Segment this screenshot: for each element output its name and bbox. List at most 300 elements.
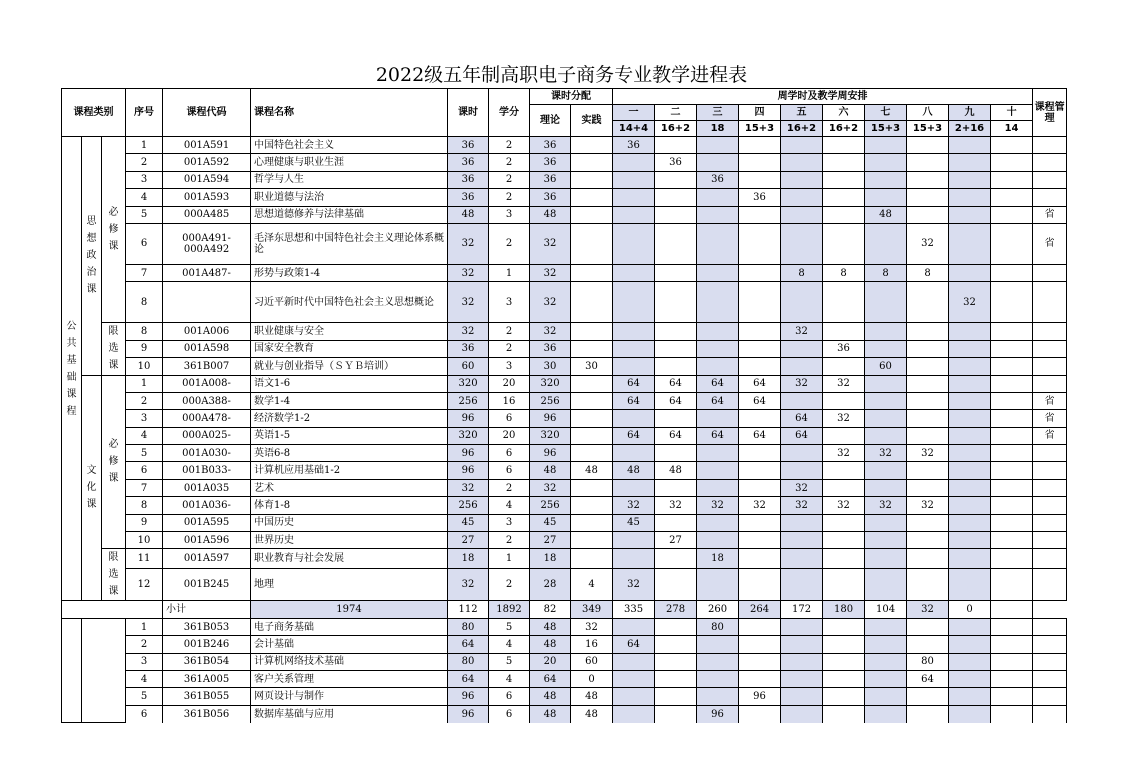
row-credit: 2 [489, 154, 530, 171]
row-semester-4 [739, 549, 781, 568]
row-semester-9 [949, 653, 991, 670]
row-manage: 省 [1033, 223, 1067, 264]
row-hours: 256 [448, 497, 489, 514]
row-semester-2 [655, 514, 697, 531]
row-semester-2 [655, 445, 697, 462]
row-name: 英语6-8 [251, 445, 448, 462]
row-semester-9 [949, 479, 991, 496]
row-semester-6: 172 [781, 601, 823, 618]
group-elective-culture-label: 限选课 [108, 552, 119, 598]
row-manage [1033, 670, 1067, 687]
row-semester-1: 64 [613, 392, 655, 409]
row-name: 客户关系管理 [251, 670, 448, 687]
table-row [62, 410, 1067, 427]
row-semester-1 [613, 479, 655, 496]
row-semester-1 [613, 532, 655, 549]
row-semester-3 [697, 223, 739, 264]
row-seq: 5 [126, 688, 163, 705]
header-weeks-2: 16+2 [655, 121, 697, 137]
row-semester-8: 32 [907, 445, 949, 462]
row-code: 001A593 [163, 189, 251, 206]
row-practice [571, 264, 613, 281]
row-manage: 省 [1033, 206, 1067, 223]
row-semester-5 [781, 670, 823, 687]
row-semester-6 [823, 618, 865, 635]
row-semester-4 [739, 154, 781, 171]
row-semester-7 [865, 636, 907, 653]
row-semester-2: 27 [655, 532, 697, 549]
row-semester-7 [865, 427, 907, 444]
row-seq: 6 [126, 223, 163, 264]
row-semester-6 [823, 189, 865, 206]
row-semester-5 [781, 532, 823, 549]
row-practice [571, 427, 613, 444]
row-semester-4: 36 [739, 189, 781, 206]
row-semester-3 [697, 323, 739, 340]
row-semester-8 [907, 479, 949, 496]
row-semester-8 [907, 137, 949, 154]
row-semester-9 [949, 618, 991, 635]
row-seq: 1 [126, 137, 163, 154]
row-code: 001A596 [163, 532, 251, 549]
header-semester-4: 四 [739, 105, 781, 121]
row-theory: 256 [530, 392, 571, 409]
row-semester-6 [823, 462, 865, 479]
row-semester-2 [655, 137, 697, 154]
row-practice [571, 532, 613, 549]
row-theory: 320 [530, 375, 571, 392]
row-credit: 6 [489, 688, 530, 705]
row-theory: 36 [530, 189, 571, 206]
row-practice [571, 154, 613, 171]
row-semester-1: 349 [571, 601, 613, 618]
row-semester-8 [907, 282, 949, 323]
row-code: 000A491-000A492 [163, 223, 251, 264]
row-semester-5 [781, 653, 823, 670]
row-semester-3 [697, 462, 739, 479]
row-code: 001A591 [163, 137, 251, 154]
subtotal-label: 小计 [163, 601, 251, 618]
row-hours: 36 [448, 154, 489, 171]
row-hours: 96 [448, 445, 489, 462]
row-theory: 36 [530, 340, 571, 357]
table-row [62, 223, 1067, 264]
row-code: 001A595 [163, 514, 251, 531]
row-semester-7 [865, 137, 907, 154]
table-row [62, 282, 1067, 323]
row-name: 国家安全教育 [251, 340, 448, 357]
row-name: 经济数学1-2 [251, 410, 448, 427]
row-semester-8 [907, 688, 949, 705]
row-semester-9 [949, 549, 991, 568]
row-seq: 8 [126, 497, 163, 514]
header-category: 课程类别 [62, 89, 126, 137]
row-semester-10 [991, 264, 1033, 281]
row-semester-1 [613, 445, 655, 462]
row-semester-8 [907, 358, 949, 375]
row-semester-7 [865, 154, 907, 171]
row-theory: 48 [530, 636, 571, 653]
row-semester-9 [949, 137, 991, 154]
row-manage [1033, 358, 1067, 375]
row-semester-6 [823, 154, 865, 171]
table-row [62, 479, 1067, 496]
row-theory: 320 [530, 427, 571, 444]
row-semester-6 [823, 427, 865, 444]
row-semester-2 [655, 206, 697, 223]
row-semester-8: 80 [907, 653, 949, 670]
row-semester-1 [613, 549, 655, 568]
row-semester-8: 32 [907, 497, 949, 514]
row-hours: 32 [448, 568, 489, 601]
row-semester-8: 104 [865, 601, 907, 618]
row-seq: 7 [126, 479, 163, 496]
row-manage [1033, 189, 1067, 206]
row-semester-9 [949, 223, 991, 264]
row-semester-1 [613, 618, 655, 635]
row-semester-6 [823, 137, 865, 154]
row-theory: 48 [530, 618, 571, 635]
row-code: 361A005 [163, 670, 251, 687]
row-semester-10 [991, 358, 1033, 375]
row-hours: 36 [448, 137, 489, 154]
row-manage [1033, 137, 1067, 154]
row-credit: 112 [448, 601, 489, 618]
row-semester-2 [655, 410, 697, 427]
row-semester-8 [907, 532, 949, 549]
row-code: 001A030- [163, 445, 251, 462]
row-semester-9 [949, 532, 991, 549]
row-semester-6 [823, 323, 865, 340]
row-seq: 3 [126, 653, 163, 670]
row-semester-4: 260 [697, 601, 739, 618]
row-semester-9 [949, 514, 991, 531]
teaching-plan-table [61, 88, 1067, 723]
row-code: 361B056 [163, 705, 251, 722]
row-practice [571, 375, 613, 392]
row-credit: 3 [489, 206, 530, 223]
row-semester-1 [613, 705, 655, 722]
row-credit: 2 [489, 340, 530, 357]
row-practice [571, 497, 613, 514]
row-semester-2 [655, 264, 697, 281]
row-semester-3: 64 [697, 392, 739, 409]
row-semester-8 [907, 549, 949, 568]
row-semester-10 [991, 323, 1033, 340]
row-seq: 9 [126, 340, 163, 357]
row-code: 000A025- [163, 427, 251, 444]
row-manage [1033, 479, 1067, 496]
row-semester-6: 32 [823, 410, 865, 427]
header-semester-2: 二 [655, 105, 697, 121]
row-credit: 3 [489, 282, 530, 323]
header-semester-3: 三 [697, 105, 739, 121]
row-semester-3 [697, 568, 739, 601]
row-semester-7: 32 [865, 497, 907, 514]
row-credit: 3 [489, 358, 530, 375]
group-culture [82, 375, 102, 601]
row-theory: 48 [530, 206, 571, 223]
row-credit: 4 [489, 636, 530, 653]
row-code: 001A008- [163, 375, 251, 392]
row-semester-9 [949, 670, 991, 687]
row-semester-10 [991, 497, 1033, 514]
row-semester-2: 335 [613, 601, 655, 618]
row-semester-3 [697, 514, 739, 531]
row-hours: 64 [448, 636, 489, 653]
row-semester-10 [991, 445, 1033, 462]
row-semester-1: 48 [613, 462, 655, 479]
row-manage [1033, 323, 1067, 340]
row-seq: 2 [126, 154, 163, 171]
row-practice [571, 137, 613, 154]
row-semester-5 [781, 568, 823, 601]
table-row [62, 189, 1067, 206]
row-name: 地理 [251, 568, 448, 601]
row-seq: 3 [126, 410, 163, 427]
row-semester-7 [865, 705, 907, 722]
row-semester-7 [865, 189, 907, 206]
row-semester-9: 32 [949, 282, 991, 323]
row-semester-3: 32 [697, 497, 739, 514]
row-manage [1033, 653, 1067, 670]
header-weeks-8: 15+3 [907, 121, 949, 137]
row-hours: 32 [448, 223, 489, 264]
row-semester-3 [697, 479, 739, 496]
row-semester-6 [823, 688, 865, 705]
row-semester-1 [613, 282, 655, 323]
row-name: 中国特色社会主义 [251, 137, 448, 154]
row-semester-3 [697, 340, 739, 357]
header-weeks-1: 14+4 [613, 121, 655, 137]
row-semester-2 [655, 282, 697, 323]
table-row [62, 532, 1067, 549]
row-seq: 9 [126, 514, 163, 531]
header-weeks-4: 15+3 [739, 121, 781, 137]
row-hours: 36 [448, 189, 489, 206]
row-theory: 48 [530, 705, 571, 722]
row-semester-10 [991, 427, 1033, 444]
row-semester-5 [781, 340, 823, 357]
row-hours: 96 [448, 688, 489, 705]
row-semester-6: 32 [823, 497, 865, 514]
header-name: 课程名称 [251, 89, 448, 137]
row-hours: 32 [448, 264, 489, 281]
row-theory: 64 [530, 670, 571, 687]
group-elective-political [102, 323, 126, 375]
row-manage [1033, 264, 1067, 281]
row-semester-7: 48 [865, 206, 907, 223]
subtotal-pad [62, 601, 163, 618]
row-semester-6 [823, 653, 865, 670]
row-hours: 80 [448, 653, 489, 670]
row-semester-9 [949, 410, 991, 427]
row-semester-7 [865, 340, 907, 357]
row-seq: 2 [126, 392, 163, 409]
row-semester-5 [781, 514, 823, 531]
row-practice [571, 189, 613, 206]
row-semester-9 [949, 427, 991, 444]
row-practice: 48 [571, 688, 613, 705]
row-semester-6 [823, 514, 865, 531]
row-code: 001A006 [163, 323, 251, 340]
row-semester-5 [781, 549, 823, 568]
row-semester-10 [991, 670, 1033, 687]
group-public [62, 137, 82, 601]
row-semester-8: 32 [907, 223, 949, 264]
row-semester-10 [991, 171, 1033, 188]
row-semester-3 [697, 532, 739, 549]
row-semester-10 [991, 340, 1033, 357]
row-semester-1 [613, 653, 655, 670]
row-credit: 6 [489, 410, 530, 427]
row-semester-3 [697, 688, 739, 705]
row-semester-1 [613, 223, 655, 264]
row-semester-8 [907, 514, 949, 531]
row-practice [571, 514, 613, 531]
row-semester-3 [697, 189, 739, 206]
row-code: 361B055 [163, 688, 251, 705]
row-semester-10 [991, 392, 1033, 409]
row-semester-6 [823, 392, 865, 409]
row-practice: 0 [571, 670, 613, 687]
row-name: 会计基础 [251, 636, 448, 653]
row-semester-4 [739, 410, 781, 427]
row-name: 计算机应用基础1-2 [251, 462, 448, 479]
row-theory: 32 [530, 282, 571, 323]
header-weeks-3: 18 [697, 121, 739, 137]
row-semester-4 [739, 705, 781, 722]
row-name: 数学1-4 [251, 392, 448, 409]
row-semester-6 [823, 206, 865, 223]
row-manage [1033, 705, 1067, 722]
row-semester-3: 36 [697, 171, 739, 188]
row-name: 中国历史 [251, 514, 448, 531]
row-semester-10 [991, 154, 1033, 171]
row-seq: 8 [126, 282, 163, 323]
row-semester-9 [949, 358, 991, 375]
row-semester-8 [907, 462, 949, 479]
row-credit: 5 [489, 653, 530, 670]
row-hours: 64 [448, 670, 489, 687]
header-manage: 课程管理 [1033, 89, 1067, 137]
row-hours: 48 [448, 206, 489, 223]
row-seq: 3 [126, 171, 163, 188]
row-theory: 36 [530, 171, 571, 188]
table-row [62, 705, 1067, 722]
row-semester-8 [907, 636, 949, 653]
row-practice: 48 [571, 462, 613, 479]
row-code: 001A597 [163, 549, 251, 568]
row-semester-1 [613, 688, 655, 705]
row-theory: 36 [530, 137, 571, 154]
row-semester-6 [823, 670, 865, 687]
row-theory: 48 [530, 688, 571, 705]
row-manage [1033, 375, 1067, 392]
row-semester-6 [823, 549, 865, 568]
row-semester-2 [655, 549, 697, 568]
row-semester-9 [949, 636, 991, 653]
row-semester-7 [865, 688, 907, 705]
row-code: 001A592 [163, 154, 251, 171]
row-semester-9 [949, 568, 991, 601]
row-semester-9 [949, 264, 991, 281]
row-hours: 320 [448, 375, 489, 392]
row-name: 英语1-5 [251, 427, 448, 444]
table-row [62, 392, 1067, 409]
row-seq: 6 [126, 462, 163, 479]
row-name: 哲学与人生 [251, 171, 448, 188]
row-name: 职业道德与法治 [251, 189, 448, 206]
row-name: 思想道德修养与法律基础 [251, 206, 448, 223]
row-practice [571, 410, 613, 427]
row-name: 毛泽东思想和中国特色社会主义理论体系概论 [251, 223, 448, 264]
header-seq: 序号 [126, 89, 163, 137]
row-practice [571, 479, 613, 496]
row-practice: 82 [530, 601, 571, 618]
row-semester-5 [781, 171, 823, 188]
row-semester-2 [655, 223, 697, 264]
row-semester-4 [739, 653, 781, 670]
row-theory: 32 [530, 479, 571, 496]
row-theory: 48 [530, 462, 571, 479]
row-semester-10 [991, 479, 1033, 496]
row-code: 001A598 [163, 340, 251, 357]
row-semester-4 [739, 323, 781, 340]
group-elective-political-label: 限选课 [108, 326, 119, 372]
row-semester-7 [865, 323, 907, 340]
header-weeks-10: 14 [991, 121, 1033, 137]
row-semester-3: 64 [697, 427, 739, 444]
row-seq: 12 [126, 568, 163, 601]
row-hours: 27 [448, 532, 489, 549]
row-theory: 96 [530, 410, 571, 427]
row-semester-1: 32 [613, 497, 655, 514]
row-semester-8: 8 [907, 264, 949, 281]
row-code [163, 282, 251, 323]
row-practice: 16 [571, 636, 613, 653]
group-public-label: 公共基础课程 [66, 320, 77, 417]
row-code: 000A388- [163, 392, 251, 409]
row-seq: 6 [126, 705, 163, 722]
row-semester-9 [949, 323, 991, 340]
row-semester-6 [823, 358, 865, 375]
row-credit: 2 [489, 137, 530, 154]
row-semester-4 [739, 514, 781, 531]
table-row [62, 137, 1067, 154]
row-semester-1: 36 [613, 137, 655, 154]
row-semester-7: 180 [823, 601, 865, 618]
row-semester-4 [739, 223, 781, 264]
group-professional-sub [82, 618, 126, 722]
table-row [62, 264, 1067, 281]
row-semester-8 [907, 375, 949, 392]
row-semester-10 [991, 653, 1033, 670]
row-credit: 2 [489, 568, 530, 601]
row-semester-8 [907, 392, 949, 409]
row-semester-9 [949, 497, 991, 514]
row-name: 计算机网络技术基础 [251, 653, 448, 670]
row-semester-3 [697, 282, 739, 323]
row-semester-7 [865, 514, 907, 531]
row-semester-1: 64 [613, 375, 655, 392]
row-semester-6: 32 [823, 445, 865, 462]
row-practice [571, 323, 613, 340]
row-semester-10 [991, 618, 1033, 635]
row-code: 001B246 [163, 636, 251, 653]
row-semester-1 [613, 206, 655, 223]
row-semester-10 [991, 137, 1033, 154]
